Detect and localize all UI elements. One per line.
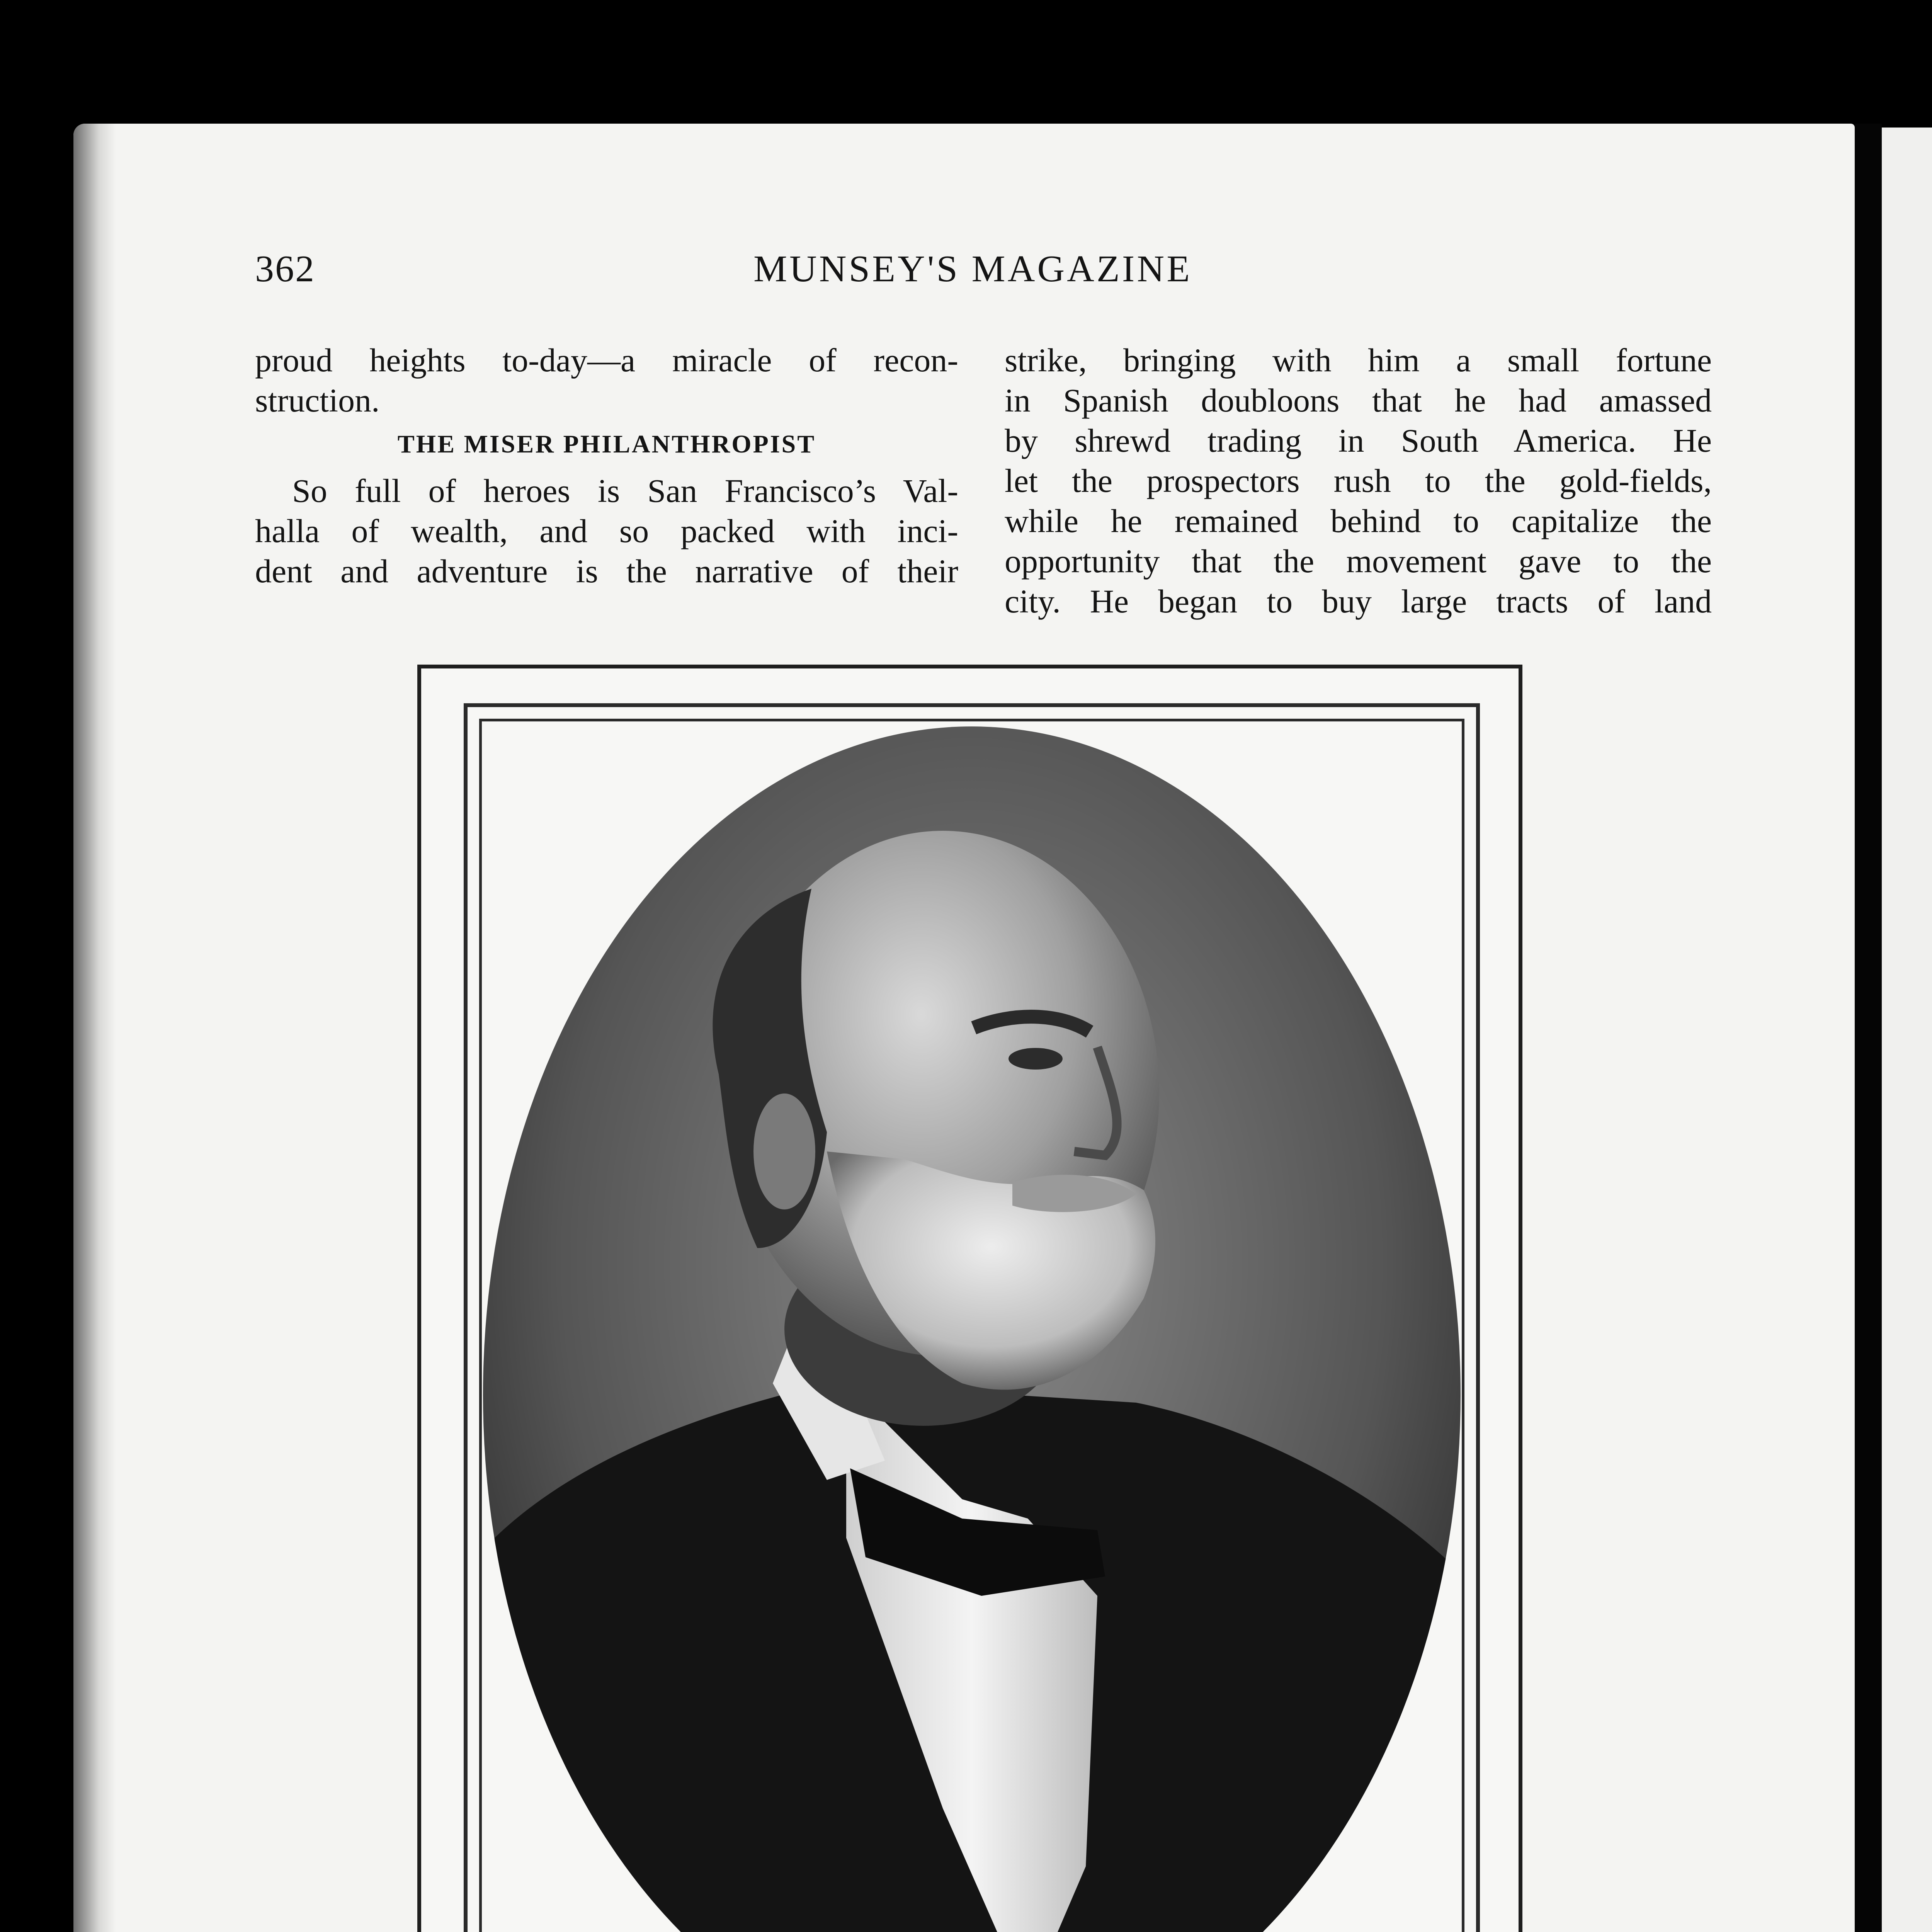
- page-header: [255, 247, 1716, 294]
- running-title: MUNSEY'S MAGAZINE: [753, 248, 1192, 290]
- text-line: in Spanish doubloons that he had amassed: [1005, 382, 1712, 419]
- text-line: while he remained behind to capitalize the: [1005, 502, 1712, 539]
- text-line: opportunity that the movement gave to the: [1005, 543, 1712, 580]
- text-line: strike, bringing with him a small fortune: [1005, 342, 1712, 379]
- text-line: struction.: [255, 382, 380, 419]
- text-line: by shrewd trading in South America. He: [1005, 422, 1712, 459]
- next-page-edge: [1882, 128, 1932, 1932]
- text-line: let the prospectors rush to the gold-fields,: [1005, 462, 1712, 499]
- text-line: proud heights to-day—a miracle of recon-: [255, 342, 958, 379]
- text-line: halla of wealth, and so packed with inci-: [255, 512, 958, 549]
- text-line: city. He began to buy large tracts of land: [1005, 583, 1712, 620]
- top-right-column: [1005, 340, 1712, 621]
- page-gap: [1855, 124, 1882, 1932]
- text-line: dent and adventure is the narrative of their: [255, 553, 958, 590]
- portrait-photograph: [479, 726, 1464, 1932]
- text-line: So full of heroes is San Francisco’s Val-: [292, 472, 958, 509]
- section-subhead: THE MISER PHILANTHROPIST: [397, 430, 816, 458]
- page-spine-shadow: [73, 124, 116, 1932]
- page-number: 362: [255, 248, 315, 290]
- top-left-column: [255, 340, 958, 591]
